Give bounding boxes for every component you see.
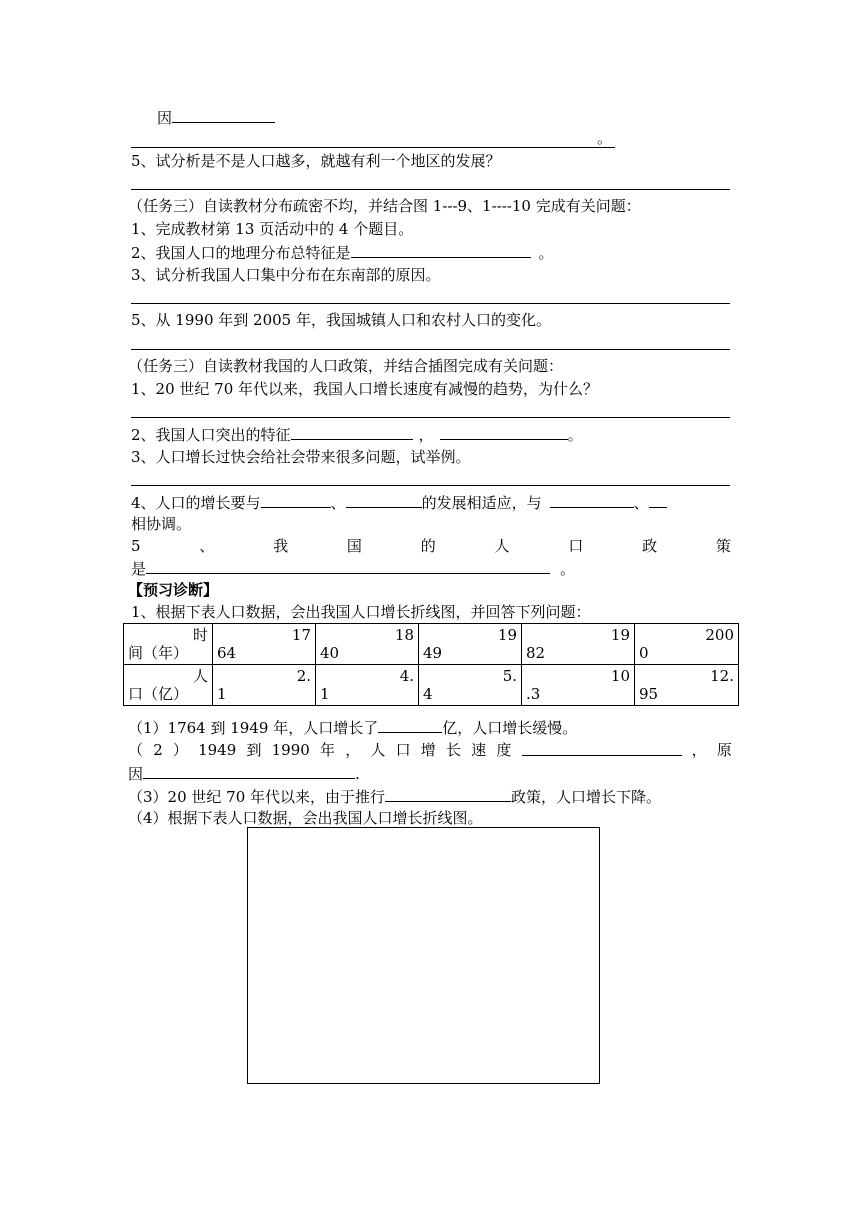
sub-question-2-line2 <box>128 763 360 784</box>
table-cell: 19 82 <box>522 624 635 665</box>
question-5a: 5、试分析是不是人口越多，就越有利一个地区的发展？ <box>131 152 501 170</box>
diagnosis-item1: 1、根据下表人口数据，会出我国人口增长折线图，并回答下列问题： <box>131 603 591 621</box>
item2-comma: ， <box>418 426 434 444</box>
answer-line[interactable] <box>131 147 615 148</box>
answer-blank[interactable] <box>143 763 355 779</box>
spaced-char: 口 <box>568 537 584 555</box>
task3b-item1: 1、20 世纪 70 年代以来，我国人口增长速度有减慢的趋势，为什么？ <box>131 380 599 398</box>
population-table <box>123 623 739 706</box>
line-yin <box>157 107 275 128</box>
answer-blank[interactable] <box>550 492 634 508</box>
item4-mid: 的发展相适应，与 <box>421 494 542 512</box>
spaced-char: 、 <box>199 537 215 555</box>
item5-end: 。 <box>560 560 576 578</box>
sub-question-4: （4）根据下表人口数据，会出我国人口增长折线图。 <box>128 809 483 827</box>
spaced-char: 到 <box>246 741 262 759</box>
spaced-char: 策 <box>715 537 731 555</box>
diagnosis-title: 【预习诊断】 <box>128 581 219 599</box>
table-cell: 12. 95 <box>635 665 739 706</box>
task3a-item1: 1、完成教材第 13 页活动中的 4 个题目。 <box>131 220 414 238</box>
answer-line[interactable] <box>131 417 730 418</box>
sub2-yin: 因 <box>128 765 144 783</box>
spaced-char: 度 <box>496 741 512 759</box>
chart-drawing-box[interactable] <box>247 827 600 1084</box>
answer-line[interactable] <box>131 485 730 486</box>
spaced-char: 政 <box>642 537 658 555</box>
spaced-char: 增 <box>420 741 436 759</box>
answer-line[interactable] <box>131 189 730 190</box>
table-cell: 10 .3 <box>522 665 635 706</box>
spaced-char: 口 <box>395 741 411 759</box>
spaced-char: 年 <box>320 741 336 759</box>
task3a-item5: 5、从 1990 年到 2005 年，我国城镇人口和农村人口的变化。 <box>131 311 551 329</box>
table-cell: 18 40 <box>316 624 419 665</box>
shi-text: 是 <box>131 560 147 578</box>
table-row <box>124 665 739 706</box>
spaced-char: 国 <box>346 537 362 555</box>
answer-blank[interactable] <box>261 492 331 508</box>
spaced-char: 5 <box>131 537 141 555</box>
table-cell: 4. 1 <box>316 665 419 706</box>
sub1-end: 亿，人口增长缓慢。 <box>442 719 578 737</box>
task3b-item2 <box>131 424 583 445</box>
spaced-char: 的 <box>420 537 436 555</box>
spaced-char: 速 <box>471 741 487 759</box>
sub-question-2-spaced <box>128 740 732 760</box>
task3a-item2 <box>131 242 554 263</box>
task3a-item3: 3、试分析我国人口集中分布在东南部的原因。 <box>131 266 441 284</box>
item2-label: 2、我国人口突出的特征 <box>131 426 291 444</box>
table-cell: 人 口（亿） <box>124 665 213 706</box>
answer-blank[interactable] <box>291 424 413 440</box>
task3b-item3: 3、人口增长过快会给社会带来很多问题，试举例。 <box>131 448 471 466</box>
spaced-char: 原 <box>716 741 732 759</box>
table-cell: 200 0 <box>635 624 739 665</box>
spaced-char: 1990 <box>271 741 310 759</box>
spaced-char: 人 <box>494 537 510 555</box>
table-cell: 时 间（年） <box>124 624 213 665</box>
answer-blank[interactable] <box>385 786 511 802</box>
task3b-item4-cont: 相协调。 <box>131 515 192 533</box>
table-cell: 5. 4 <box>419 665 522 706</box>
answer-blank[interactable] <box>146 558 550 574</box>
sub3-label: （3）20 世纪 70 年代以来，由于推行 <box>128 788 386 806</box>
task3b-item5-line2 <box>131 558 575 579</box>
table-cell: 17 64 <box>213 624 316 665</box>
period-mark: 。 <box>597 129 613 147</box>
sub-question-1 <box>128 717 577 738</box>
task3b-item4 <box>131 492 667 513</box>
answer-blank[interactable] <box>378 717 442 733</box>
spaced-char: （ <box>128 741 144 759</box>
item4-sep2: 、 <box>633 494 649 512</box>
answer-blank[interactable] <box>522 740 682 756</box>
item4-sep: 、 <box>330 494 346 512</box>
answer-blank[interactable] <box>440 424 568 440</box>
item2-end: 。 <box>567 426 583 444</box>
yin-text: 因 <box>157 109 173 127</box>
spaced-char: ， <box>691 741 707 759</box>
item2-end: 。 <box>538 244 554 262</box>
table-row <box>124 624 739 665</box>
task3a-heading: （任务三）自读教材分布疏密不均，并结合图 1---9、1----10 完成有关问题： <box>128 197 641 215</box>
sub1-label: （1）1764 到 1949 年，人口增长了 <box>128 719 379 737</box>
answer-line[interactable] <box>131 349 730 350</box>
sub-question-3 <box>128 786 661 807</box>
answer-blank[interactable] <box>649 492 667 508</box>
item2-label: 2、我国人口的地理分布总特征是 <box>131 244 351 262</box>
task3b-item5-spaced <box>131 536 731 556</box>
spaced-char: 2 <box>153 741 163 759</box>
item4-label: 4、人口的增长要与 <box>131 494 261 512</box>
spaced-char: 人 <box>370 741 386 759</box>
task3b-heading: （任务三）自读教材我国的人口政策，并结合插图完成有关问题： <box>128 357 564 375</box>
spaced-char: 我 <box>273 537 289 555</box>
answer-blank[interactable] <box>172 107 275 123</box>
spaced-char: 1949 <box>198 741 237 759</box>
answer-line[interactable] <box>131 303 730 304</box>
table-cell: 2. 1 <box>213 665 316 706</box>
answer-blank[interactable] <box>351 242 531 258</box>
answer-blank[interactable] <box>346 492 422 508</box>
spaced-char: 长 <box>445 741 461 759</box>
table-cell: 19 49 <box>419 624 522 665</box>
spaced-char: ， <box>345 741 361 759</box>
sub2-dot: . <box>355 765 360 783</box>
sub3-end: 政策，人口增长下降。 <box>511 788 662 806</box>
spaced-char: ） <box>172 741 188 759</box>
